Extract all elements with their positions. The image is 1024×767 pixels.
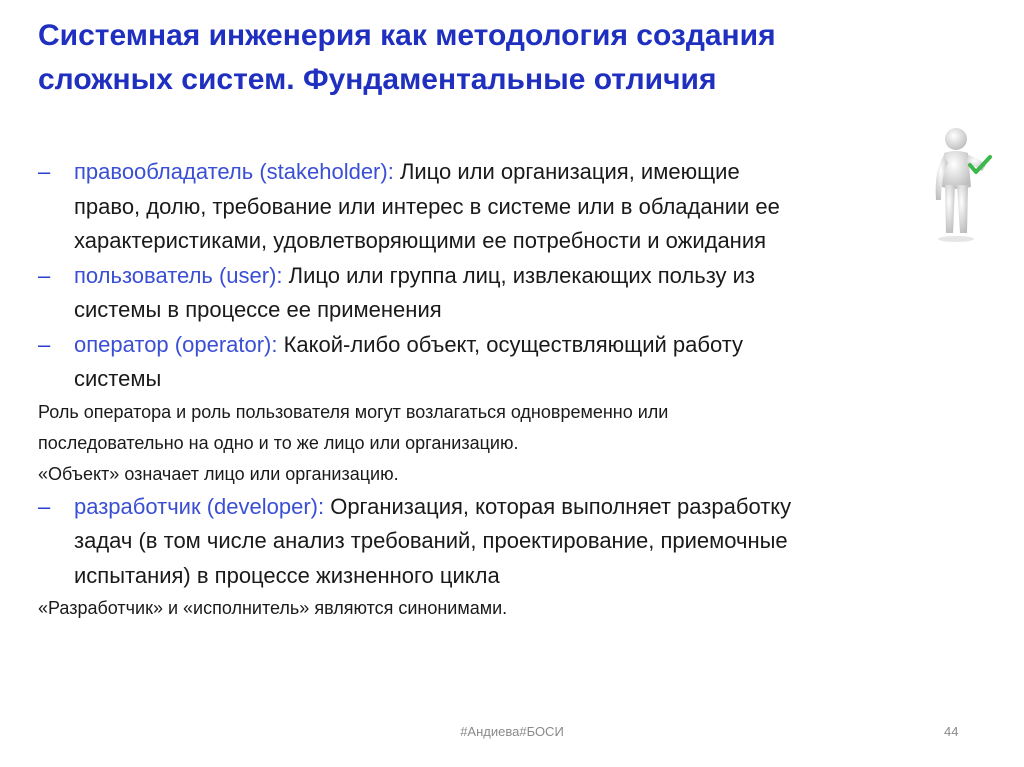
slide-content <box>38 155 948 624</box>
note-object: «Объект» означает лицо или организацию. <box>38 463 399 484</box>
page-number: 44 <box>944 724 959 739</box>
term-stakeholder: правообладатель (stakeholder): <box>74 159 394 184</box>
note-line: последовательно на одно и то же лицо или организацию. <box>38 432 519 453</box>
definition-developer <box>38 490 948 594</box>
bullet-marker: – <box>38 493 51 519</box>
note-developer <box>38 593 948 624</box>
definition-text: Лицо или организация, имеющие <box>393 159 740 184</box>
term-user: пользователь (user): <box>74 262 283 288</box>
definition-operator <box>38 328 948 397</box>
definition-user <box>38 259 948 328</box>
bullet-marker: – <box>38 159 51 184</box>
definition-text: испытания) в процессе жизненного цикла <box>74 562 500 588</box>
term-developer: разработчик (developer): <box>74 493 325 519</box>
definition-text: Организация, которая выполняет разработку <box>324 493 792 519</box>
bullet-marker: – <box>38 331 51 357</box>
note-operator-user <box>38 397 948 490</box>
definition-text: Лицо или группа лиц, извлекающих пользу из <box>282 262 756 288</box>
definition-text: право, долю, требование или интерес в системе или в обладании ее <box>74 193 780 219</box>
definition-text: характеристиками, удовлетворяющими ее потребности и ожидания <box>74 228 767 253</box>
definition-text: системы в процессе ее применения <box>74 297 442 322</box>
footer-credit: #Андиева#БОСИ <box>460 724 564 739</box>
slide-title-line-1: Системная инженерия как методология создания <box>38 19 776 52</box>
definition-text: задач (в том числе анализ требований, проектирование, приемочные <box>74 528 788 553</box>
definition-stakeholder <box>38 155 948 259</box>
term-operator: оператор (operator): <box>74 331 278 357</box>
note-line: «Разработчик» и «исполнитель» являются синонимами. <box>38 598 508 618</box>
definition-text: Какой-либо объект, осуществляющий работу <box>277 331 744 357</box>
slide-title-line-2: сложных систем. Фундаментальные отличия <box>38 63 717 96</box>
slide-title <box>38 14 938 102</box>
definition-text: системы <box>74 366 162 391</box>
bullet-marker: – <box>38 262 51 288</box>
note-line: Роль оператора и роль пользователя могут возлагаться одновременно или <box>38 401 669 422</box>
